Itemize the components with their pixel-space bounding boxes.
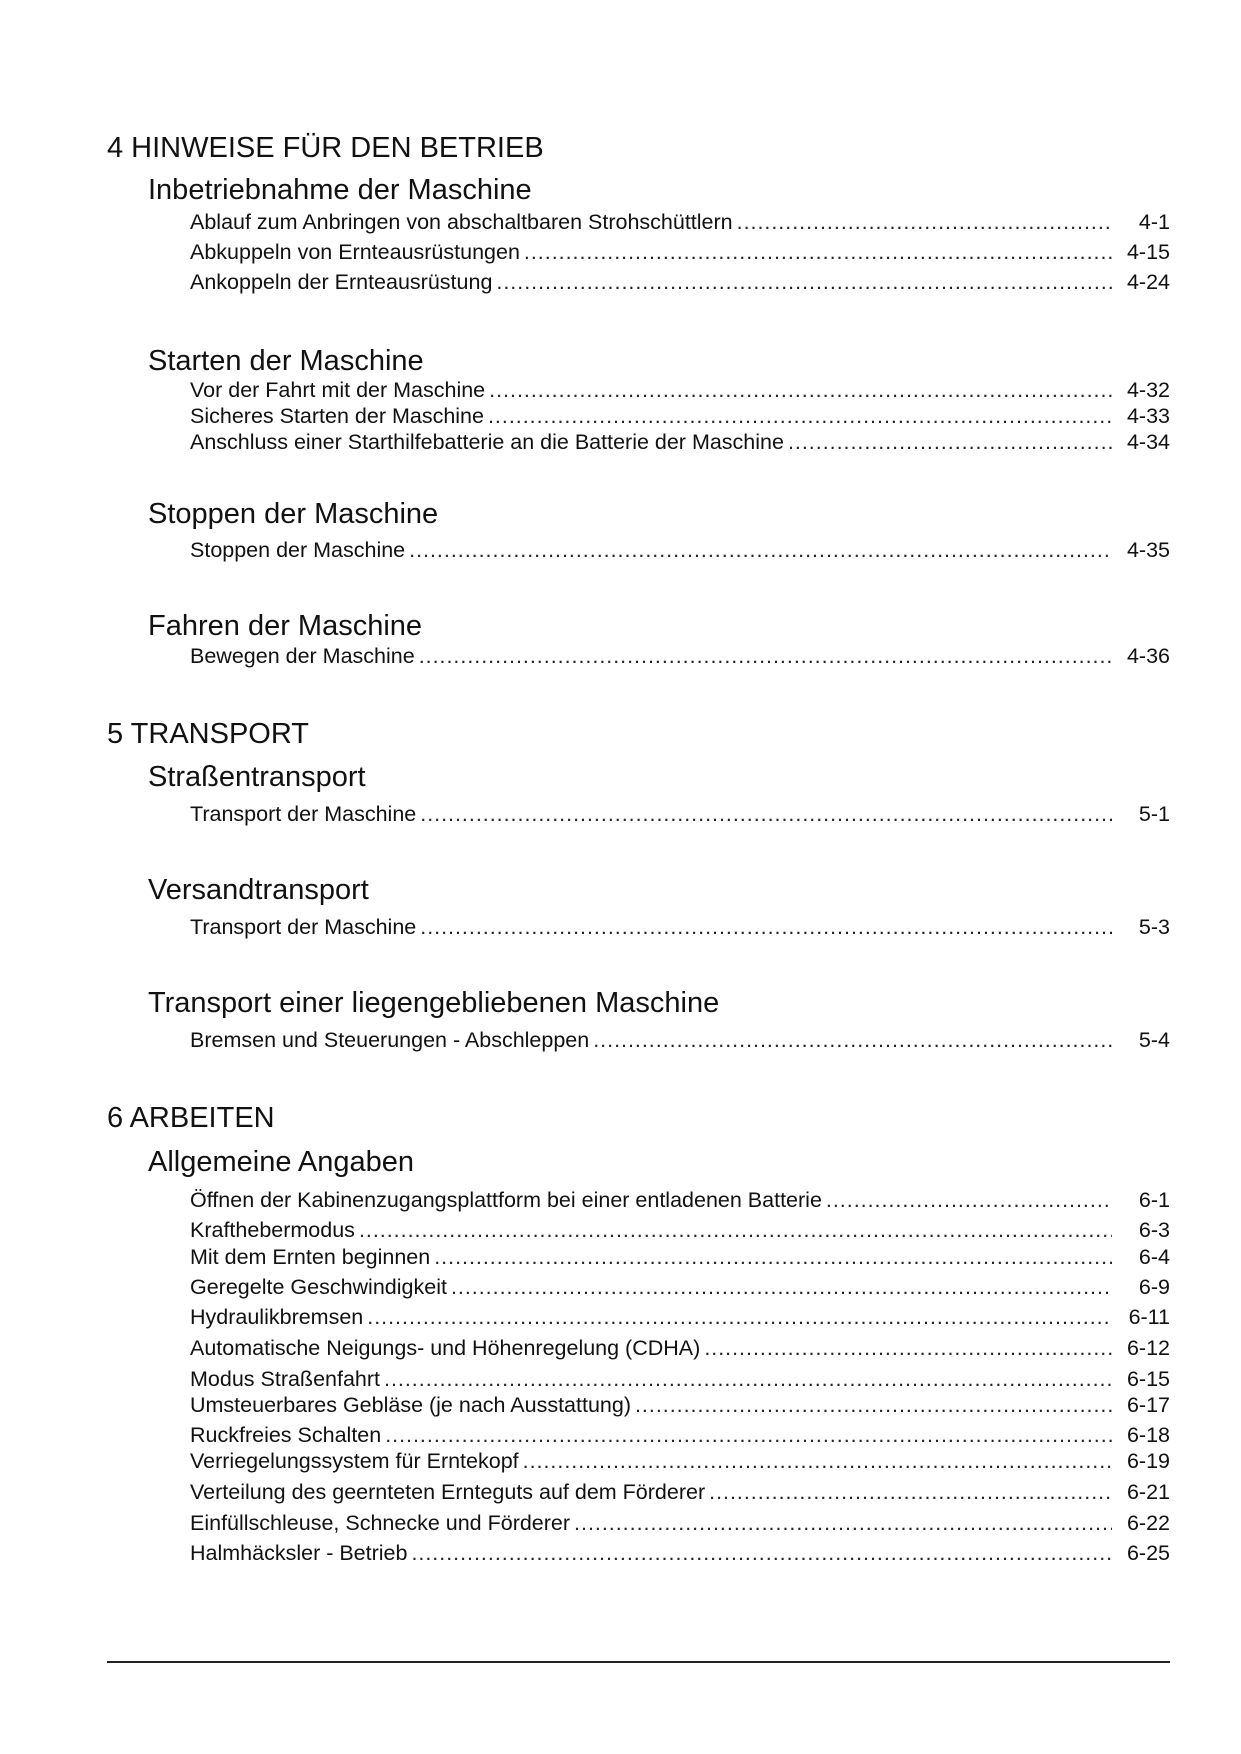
toc-entry[interactable] bbox=[190, 269, 1170, 295]
toc-entry-title: Ruckfreies Schalten bbox=[190, 1423, 382, 1447]
toc-entry[interactable] bbox=[190, 537, 1170, 563]
dot-leader bbox=[359, 1217, 1112, 1243]
dot-leader bbox=[788, 429, 1112, 455]
toc-entry-title: Verriegelungssystem für Erntekopf bbox=[190, 1449, 519, 1473]
toc-entry[interactable] bbox=[190, 643, 1170, 669]
toc-entry[interactable] bbox=[190, 377, 1170, 403]
toc-entry-page: 6-4 bbox=[1138, 1245, 1170, 1269]
chapter-heading: 6 ARBEITEN bbox=[107, 1102, 275, 1134]
toc-entry[interactable] bbox=[190, 1335, 1170, 1361]
toc-entry-page: 6-25 bbox=[1126, 1541, 1170, 1565]
toc-entry-title: Stoppen der Maschine bbox=[190, 538, 406, 562]
dot-leader bbox=[434, 1244, 1112, 1270]
toc-entry[interactable] bbox=[190, 1244, 1170, 1270]
toc-entry-title: Mit dem Ernten beginnen bbox=[190, 1245, 431, 1269]
toc-entry-page: 6-12 bbox=[1126, 1336, 1170, 1360]
toc-entry-title: Ablauf zum Anbringen von abschaltbaren Strohschüttlern bbox=[190, 210, 733, 234]
section-heading: Allgemeine Angaben bbox=[148, 1146, 415, 1178]
toc-entry-page: 5-3 bbox=[1138, 915, 1170, 939]
dot-leader bbox=[709, 1479, 1112, 1505]
section-heading: Transport einer liegengebliebenen Maschine bbox=[148, 987, 720, 1019]
toc-entry-page: 6-9 bbox=[1138, 1275, 1170, 1299]
toc-entry[interactable] bbox=[190, 1540, 1170, 1566]
toc-entry-title: Geregelte Geschwindigkeit bbox=[190, 1275, 447, 1299]
toc-entry-page: 6-3 bbox=[1138, 1218, 1170, 1242]
dot-leader bbox=[489, 377, 1112, 403]
toc-entry-title: Sicheres Starten der Maschine bbox=[190, 404, 484, 428]
toc-entry-page: 4-36 bbox=[1126, 644, 1170, 668]
toc-entry-title: Modus Straßenfahrt bbox=[190, 1367, 381, 1391]
chapter-heading: 4 HINWEISE FÜR DEN BETRIEB bbox=[107, 132, 544, 164]
dot-leader bbox=[420, 914, 1112, 940]
dot-leader bbox=[574, 1510, 1112, 1536]
section-heading: Versandtransport bbox=[148, 874, 369, 906]
dot-leader bbox=[420, 801, 1112, 827]
section-heading: Starten der Maschine bbox=[148, 345, 424, 377]
toc-entry[interactable] bbox=[190, 1274, 1170, 1300]
toc-entry[interactable] bbox=[190, 1217, 1170, 1243]
toc-entry-title: Vor der Fahrt mit der Maschine bbox=[190, 378, 486, 402]
dot-leader bbox=[737, 209, 1112, 235]
toc-entry[interactable] bbox=[190, 239, 1170, 265]
toc-entry[interactable] bbox=[190, 1366, 1170, 1392]
toc-entry-page: 4-24 bbox=[1126, 270, 1170, 294]
dot-leader bbox=[593, 1027, 1112, 1053]
toc-entry-page: 4-34 bbox=[1126, 430, 1170, 454]
toc-entry[interactable] bbox=[190, 801, 1170, 827]
dot-leader bbox=[384, 1366, 1112, 1392]
toc-entry[interactable] bbox=[190, 1448, 1170, 1474]
toc-entry[interactable] bbox=[190, 1392, 1170, 1418]
toc-entry[interactable] bbox=[190, 429, 1170, 455]
toc-entry-page: 6-15 bbox=[1126, 1367, 1170, 1391]
toc-entry[interactable] bbox=[190, 914, 1170, 940]
section-heading: Fahren der Maschine bbox=[148, 610, 423, 642]
footer-divider bbox=[107, 1661, 1170, 1663]
toc-entry-page: 6-22 bbox=[1126, 1511, 1170, 1535]
section-heading: Stoppen der Maschine bbox=[148, 498, 439, 530]
toc-entry-title: Krafthebermodus bbox=[190, 1218, 355, 1242]
toc-entry-page: 4-32 bbox=[1126, 378, 1170, 402]
toc-entry[interactable] bbox=[190, 1027, 1170, 1053]
dot-leader bbox=[523, 1448, 1112, 1474]
dot-leader bbox=[635, 1392, 1112, 1418]
toc-entry-page: 6-21 bbox=[1126, 1480, 1170, 1504]
dot-leader bbox=[409, 537, 1112, 563]
toc-entry[interactable] bbox=[190, 1187, 1170, 1213]
toc-entry-title: Umsteuerbares Gebläse (je nach Ausstattung) bbox=[190, 1393, 631, 1417]
toc-entry-page: 6-17 bbox=[1126, 1393, 1170, 1417]
toc-entry-title: Bewegen der Maschine bbox=[190, 644, 415, 668]
toc-entry[interactable] bbox=[190, 1304, 1170, 1330]
toc-entry-title: Öffnen der Kabinenzugangsplattform bei einer entladenen Batterie bbox=[190, 1188, 822, 1212]
toc-entry-title: Hydraulikbremsen bbox=[190, 1305, 364, 1329]
toc-entry-title: Halmhäcksler - Betrieb bbox=[190, 1541, 408, 1565]
dot-leader bbox=[524, 239, 1112, 265]
chapter-heading: 5 TRANSPORT bbox=[107, 718, 309, 750]
toc-entry-page: 6-11 bbox=[1128, 1305, 1170, 1329]
toc-entry-page: 5-1 bbox=[1138, 802, 1170, 826]
toc-entry-title: Abkuppeln von Ernteausrüstungen bbox=[190, 240, 520, 264]
toc-entry-page: 4-35 bbox=[1126, 538, 1170, 562]
toc-entry-title: Transport der Maschine bbox=[190, 802, 417, 826]
toc-entry-page: 4-15 bbox=[1126, 240, 1170, 264]
section-heading: Inbetriebnahme der Maschine bbox=[148, 174, 532, 206]
toc-entry[interactable] bbox=[190, 1510, 1170, 1536]
toc-entry-page: 4-33 bbox=[1126, 404, 1170, 428]
dot-leader bbox=[411, 1540, 1112, 1566]
toc-entry-title: Ankoppeln der Ernteausrüstung bbox=[190, 270, 493, 294]
toc-entry[interactable] bbox=[190, 403, 1170, 429]
toc-entry-page: 6-1 bbox=[1138, 1188, 1170, 1212]
dot-leader bbox=[488, 403, 1112, 429]
dot-leader bbox=[385, 1422, 1112, 1448]
toc-entry-title: Bremsen und Steuerungen - Abschleppen bbox=[190, 1028, 590, 1052]
dot-leader bbox=[704, 1335, 1112, 1361]
toc-entry-title: Automatische Neigungs- und Höhenregelung (CDHA) bbox=[190, 1336, 701, 1360]
section-heading: Straßentransport bbox=[148, 761, 366, 793]
dot-leader bbox=[451, 1274, 1112, 1300]
toc-entry-title: Verteilung des geernteten Ernteguts auf dem Förderer bbox=[190, 1480, 706, 1504]
toc-entry-page: 5-4 bbox=[1138, 1028, 1170, 1052]
dot-leader bbox=[419, 643, 1112, 669]
dot-leader bbox=[826, 1187, 1112, 1213]
toc-entry-page: 6-19 bbox=[1126, 1449, 1170, 1473]
toc-entry-title: Einfüllschleuse, Schnecke und Förderer bbox=[190, 1511, 571, 1535]
dot-leader bbox=[496, 269, 1112, 295]
toc-entry[interactable] bbox=[190, 1422, 1170, 1448]
toc-entry[interactable] bbox=[190, 1479, 1170, 1505]
toc-entry-page: 4-1 bbox=[1138, 210, 1170, 234]
toc-entry-page: 6-18 bbox=[1126, 1423, 1170, 1447]
toc-entry-title: Transport der Maschine bbox=[190, 915, 417, 939]
toc-entry[interactable] bbox=[190, 209, 1170, 235]
dot-leader bbox=[367, 1304, 1112, 1330]
toc-entry-title: Anschluss einer Starthilfebatterie an die Batterie der Maschine bbox=[190, 430, 784, 454]
